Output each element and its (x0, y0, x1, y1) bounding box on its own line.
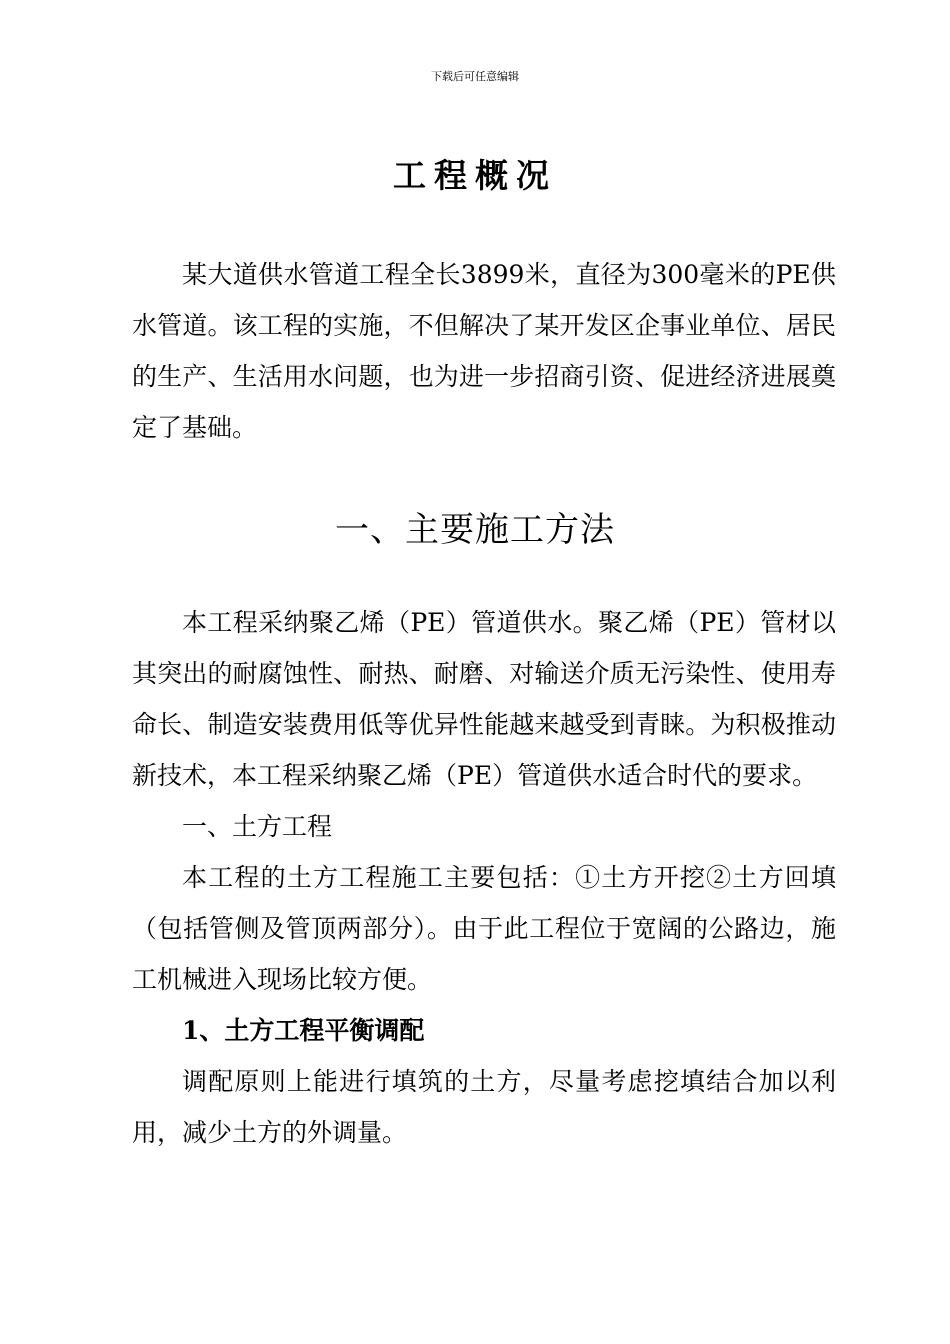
subheading-earthwork: 一、土方工程 (182, 812, 333, 841)
paragraph-earthwork: 本工程的土方工程施工主要包括：①土方开挖②土方回填（包括管侧及管顶两部分）。由于此工程位于宽阔的公路边，施工机械进入现场比较方便。 (132, 863, 836, 994)
subheading-balance: 1、土方工程平衡调配 (182, 1016, 425, 1045)
paragraph-balance: 调配原则上能进行填筑的土方，尽量考虑挖填结合加以利用，减少土方的外调量。 (132, 1067, 836, 1147)
header-note: 下载后可任意编辑 (431, 70, 519, 83)
intro-section (132, 249, 836, 453)
paragraph-pe: 本工程采纳聚乙烯（PE）管道供水。聚乙烯（PE）管材以其突出的耐腐蚀性、耐热、耐磨、对输送介质无污染性、使用寿命长、制造安装费用低等优异性能越来越受到青睐。为积极推动新技术，本工程采纳聚乙烯（PE）管道供水适合时代的要求。 (132, 608, 836, 790)
page-title: 工程概况 (393, 156, 557, 195)
intro-paragraph: 某大道供水管道工程全长3899米，直径为300毫米的PE供水管道。该工程的实施，不但解决了某开发区企事业单位、居民的生产、生活用水问题，也为进一步招商引资、促进经济进展奠定了基础。 (132, 260, 836, 442)
section-heading: 一、主要施工方法 (335, 510, 615, 550)
main-section (132, 597, 836, 1158)
